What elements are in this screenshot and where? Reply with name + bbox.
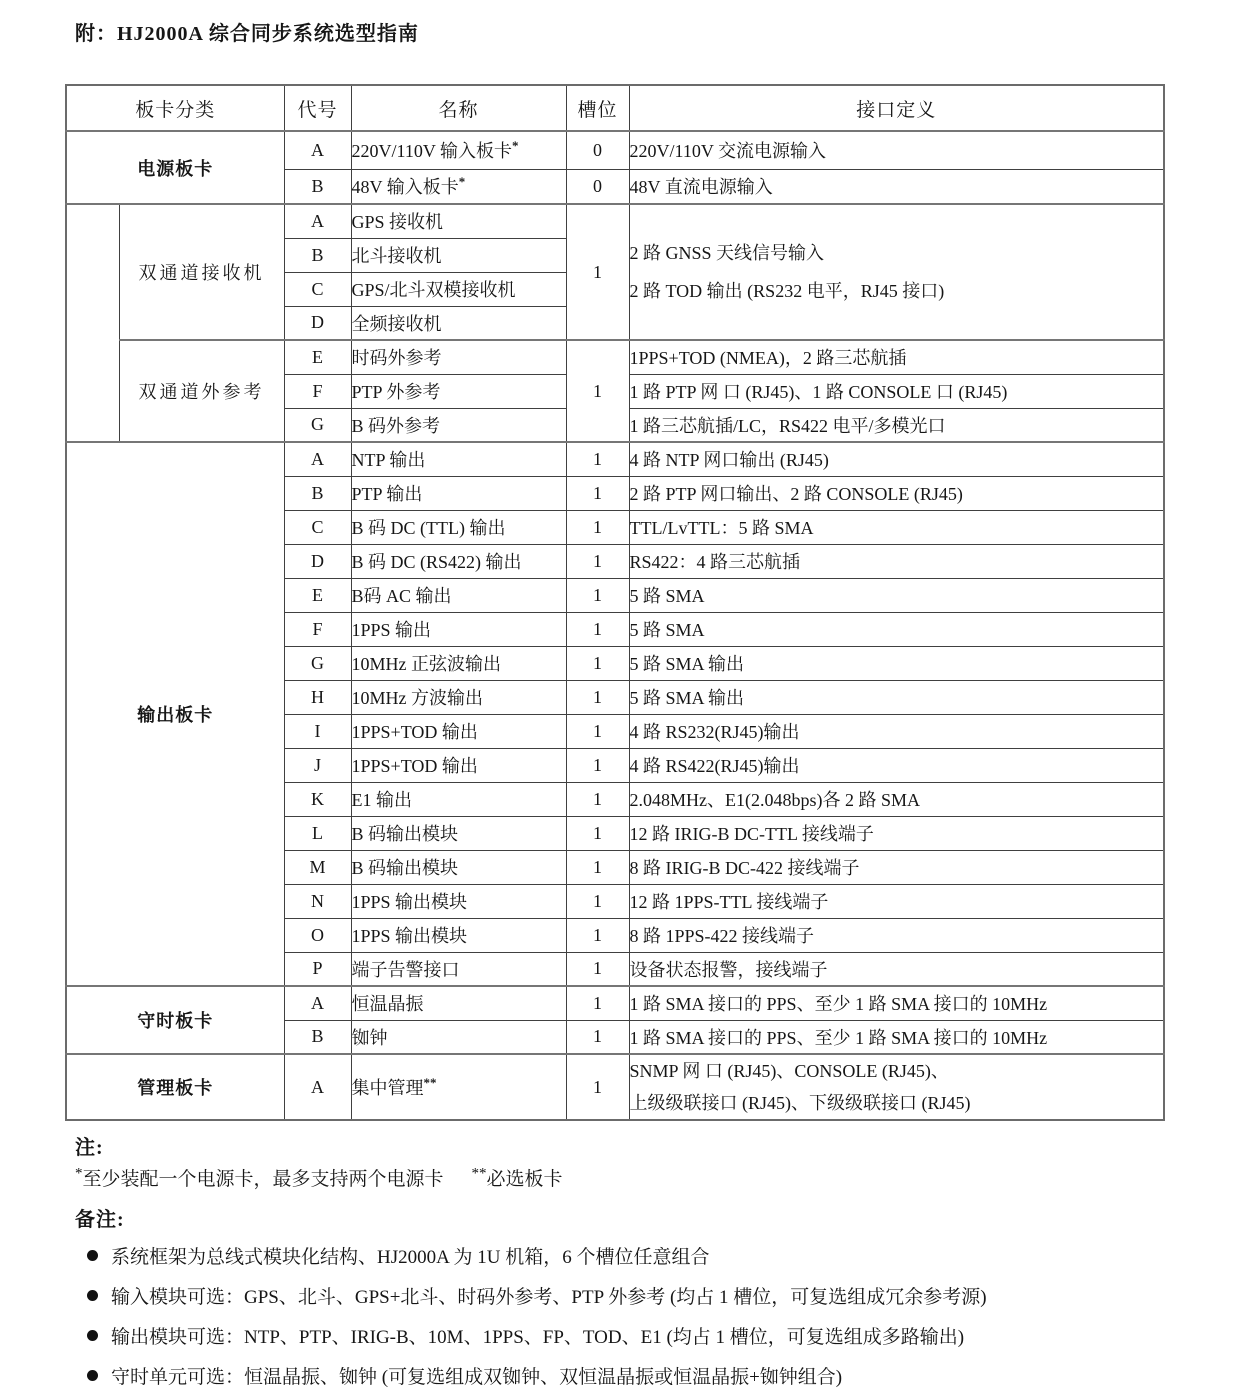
cell-code: B	[284, 476, 351, 510]
cell-name	[351, 169, 566, 204]
list-item	[87, 1315, 1240, 1355]
footnote-line	[75, 1163, 1240, 1197]
cell-code: C	[284, 272, 351, 306]
cell-slot: 0	[566, 169, 629, 204]
cell-slot: 1	[566, 884, 629, 918]
note-heading: 注:	[75, 1137, 104, 1159]
cell-code: N	[284, 884, 351, 918]
cell-interface: 8 路 IRIG-B DC-422 接线端子	[629, 850, 1164, 884]
group-label-receiver: 双通道接收机	[119, 204, 284, 340]
cell-code: A	[284, 1054, 351, 1120]
col-header-category: 板卡分类	[66, 85, 284, 131]
cell-name: 1PPS 输出模块	[351, 884, 566, 918]
required-star: *	[458, 174, 466, 190]
cell-code: F	[284, 374, 351, 408]
cell-slot: 1	[566, 952, 629, 986]
cell-code: I	[284, 714, 351, 748]
cell-interface: 12 路 IRIG-B DC-TTL 接线端子	[629, 816, 1164, 850]
cell-slot: 1	[566, 510, 629, 544]
cell-interface: 1 路 SMA 接口的 PPS、至少 1 路 SMA 接口的 10MHz	[629, 1020, 1164, 1054]
name-text: 220V/110V 输入板卡	[351, 141, 513, 162]
cell-slot: 1	[566, 1054, 629, 1120]
bullet-text: 输入模块可选：GPS、北斗、GPS+北斗、时码外参考、PTP 外参考 (均占 1 槽位，可复选组成冗余参考源)	[111, 1286, 987, 1308]
cell-interface: 1PPS+TOD (NMEA)，2 路三芯航插	[629, 340, 1164, 374]
cell-interface: 1 路 PTP 网 口 (RJ45)、1 路 CONSOLE 口 (RJ45)	[629, 374, 1164, 408]
cell-name: B 码 DC (TTL) 输出	[351, 510, 566, 544]
cell-code: B	[284, 169, 351, 204]
table-row	[66, 204, 1164, 238]
cell-name: 时码外参考	[351, 340, 566, 374]
cell-interface: 5 路 SMA 输出	[629, 680, 1164, 714]
list-item	[87, 1235, 1240, 1275]
cell-interface: 12 路 1PPS-TTL 接线端子	[629, 884, 1164, 918]
name-text: 集中管理	[351, 1078, 424, 1098]
cell-name: 全频接收机	[351, 306, 566, 340]
cell-name: E1 输出	[351, 782, 566, 816]
cell-name: 端子告警接口	[351, 952, 566, 986]
cell-interface: 1 路 SMA 接口的 PPS、至少 1 路 SMA 接口的 10MHz	[629, 986, 1164, 1020]
cell-name: B 码输出模块	[351, 850, 566, 884]
cell-name: NTP 输出	[351, 442, 566, 476]
name-text: 48V 输入板卡	[351, 177, 459, 198]
bullet-icon	[87, 1290, 98, 1301]
cell-interface: 设备状态报警，接线端子	[629, 952, 1164, 986]
cell-name: B码 AC 输出	[351, 578, 566, 612]
table-header-row	[66, 85, 1164, 131]
cell-slot: 1	[566, 612, 629, 646]
cell-interface: 5 路 SMA	[629, 612, 1164, 646]
cell-code: B	[284, 238, 351, 272]
interface-line: 2 路 TOD 输出 (RS232 电平，RJ45 接口)	[629, 281, 945, 301]
table-row	[66, 1054, 1164, 1120]
cell-code: A	[284, 204, 351, 238]
cell-code: J	[284, 748, 351, 782]
group-label-timekeeping: 守时板卡	[66, 986, 284, 1054]
bullet-text: 系统框架为总线式模块化结构、HJ2000A 为 1U 机箱，6 个槽位任意组合	[111, 1246, 710, 1268]
col-header-slot: 槽位	[566, 85, 629, 131]
col-header-name: 名称	[351, 85, 566, 131]
cell-code: G	[284, 646, 351, 680]
cell-code: K	[284, 782, 351, 816]
cell-interface: 2.048MHz、E1(2.048bps)各 2 路 SMA	[629, 782, 1164, 816]
cell-code: C	[284, 510, 351, 544]
cell-interface: 2 路 PTP 网口输出、2 路 CONSOLE (RJ45)	[629, 476, 1164, 510]
cell-code: A	[284, 442, 351, 476]
cell-name: B 码输出模块	[351, 816, 566, 850]
cell-name: PTP 输出	[351, 476, 566, 510]
required-star: **	[423, 1075, 437, 1090]
cell-slot: 1	[566, 680, 629, 714]
cell-code: O	[284, 918, 351, 952]
cell-name	[351, 131, 566, 169]
cell-slot: 1	[566, 748, 629, 782]
cell-slot: 1	[566, 442, 629, 476]
page-title: 附：HJ2000A 综合同步系统选型指南	[75, 23, 419, 45]
cell-name: PTP 外参考	[351, 374, 566, 408]
col-header-code: 代号	[284, 85, 351, 131]
cell-slot: 1	[566, 204, 629, 340]
cell-name: 北斗接收机	[351, 238, 566, 272]
list-item	[87, 1355, 1240, 1395]
cell-slot: 1	[566, 850, 629, 884]
interface-line: 上级级联接口 (RJ45)、下级级联接口 (RJ45)	[629, 1093, 971, 1113]
group-label-extref: 双通道外参考	[119, 340, 284, 442]
cell-interface: 48V 直流电源输入	[629, 169, 1164, 204]
footnote-text-1: 至少装配一个电源卡，最多支持两个电源卡	[82, 1169, 444, 1190]
cell-slot: 1	[566, 918, 629, 952]
group-label-power: 电源板卡	[66, 131, 284, 204]
cell-code: M	[284, 850, 351, 884]
cell-code: E	[284, 340, 351, 374]
cell-name: GPS 接收机	[351, 204, 566, 238]
cell-code: F	[284, 612, 351, 646]
cell-name: B 码 DC (RS422) 输出	[351, 544, 566, 578]
cell-slot: 1	[566, 340, 629, 442]
cell-name: 1PPS 输出模块	[351, 918, 566, 952]
cell-interface: 220V/110V 交流电源输入	[629, 131, 1164, 169]
bullet-text: 守时单元可选：恒温晶振、铷钟 (可复选组成双铷钟、双恒温晶振或恒温晶振+铷钟组合)	[111, 1366, 843, 1388]
cell-code: B	[284, 1020, 351, 1054]
interface-line: SNMP 网 口 (RJ45)、CONSOLE (RJ45)、	[629, 1061, 949, 1081]
cell-interface: TTL/LvTTL：5 路 SMA	[629, 510, 1164, 544]
group-label-management: 管理板卡	[66, 1054, 284, 1120]
cell-slot: 1	[566, 1020, 629, 1054]
cell-slot: 1	[566, 544, 629, 578]
cell-name: 1PPS+TOD 输出	[351, 714, 566, 748]
cell-code: G	[284, 408, 351, 442]
remark-heading: 备注:	[75, 1209, 125, 1231]
footnote-text-2: 必选板卡	[486, 1169, 563, 1190]
double-star: **	[471, 1165, 487, 1182]
cell-interface: RS422：4 路三芯航插	[629, 544, 1164, 578]
cell-slot: 1	[566, 476, 629, 510]
cell-interface: 4 路 NTP 网口输出 (RJ45)	[629, 442, 1164, 476]
cell-name: 恒温晶振	[351, 986, 566, 1020]
cell-interface: 4 路 RS422(RJ45)输出	[629, 748, 1164, 782]
cell-name: 10MHz 正弦波输出	[351, 646, 566, 680]
cell-slot: 1	[566, 578, 629, 612]
required-star: *	[512, 138, 519, 154]
notes-section	[75, 1133, 1240, 1395]
bullet-icon	[87, 1370, 98, 1381]
table-row	[66, 986, 1164, 1020]
cell-interface	[629, 204, 1164, 340]
cell-code: A	[284, 986, 351, 1020]
bullet-icon	[87, 1250, 98, 1261]
cell-name: 1PPS+TOD 输出	[351, 748, 566, 782]
cell-name	[351, 1054, 566, 1120]
list-item	[87, 1275, 1240, 1315]
col-header-interface: 接口定义	[629, 85, 1164, 131]
document-page	[0, 20, 1240, 1395]
table-row	[66, 340, 1164, 374]
cell-slot: 1	[566, 782, 629, 816]
cell-name: B 码外参考	[351, 408, 566, 442]
cell-interface: 5 路 SMA	[629, 578, 1164, 612]
cell-slot: 1	[566, 986, 629, 1020]
cell-interface	[629, 1054, 1164, 1120]
cell-code: D	[284, 544, 351, 578]
cell-interface: 4 路 RS232(RJ45)输出	[629, 714, 1164, 748]
single-star: *	[75, 1165, 83, 1182]
table-row	[66, 442, 1164, 476]
bullet-text: 输出模块可选：NTP、PTP、IRIG-B、10M、1PPS、FP、TOD、E1 (均占 1 槽位，可复选组成多路输出)	[111, 1326, 965, 1348]
cell-interface: 8 路 1PPS-422 接线端子	[629, 918, 1164, 952]
input-category-spacer	[66, 204, 119, 442]
cell-code: D	[284, 306, 351, 340]
cell-code: A	[284, 131, 351, 169]
cell-code: H	[284, 680, 351, 714]
cell-slot: 1	[566, 816, 629, 850]
cell-name: 1PPS 输出	[351, 612, 566, 646]
group-label-output: 输出板卡	[66, 442, 284, 986]
cell-slot: 0	[566, 131, 629, 169]
cell-slot: 1	[566, 646, 629, 680]
bullet-icon	[87, 1330, 98, 1341]
cell-name: 10MHz 方波输出	[351, 680, 566, 714]
cell-slot: 1	[566, 714, 629, 748]
cell-interface: 5 路 SMA 输出	[629, 646, 1164, 680]
selection-guide-table	[65, 84, 1165, 1121]
cell-code: L	[284, 816, 351, 850]
cell-code: E	[284, 578, 351, 612]
cell-code: P	[284, 952, 351, 986]
cell-name: GPS/北斗双模接收机	[351, 272, 566, 306]
cell-name: 铷钟	[351, 1020, 566, 1054]
cell-interface: 1 路三芯航插/LC，RS422 电平/多模光口	[629, 408, 1164, 442]
table-row	[66, 131, 1164, 169]
interface-line: 2 路 GNSS 天线信号输入	[629, 243, 825, 263]
